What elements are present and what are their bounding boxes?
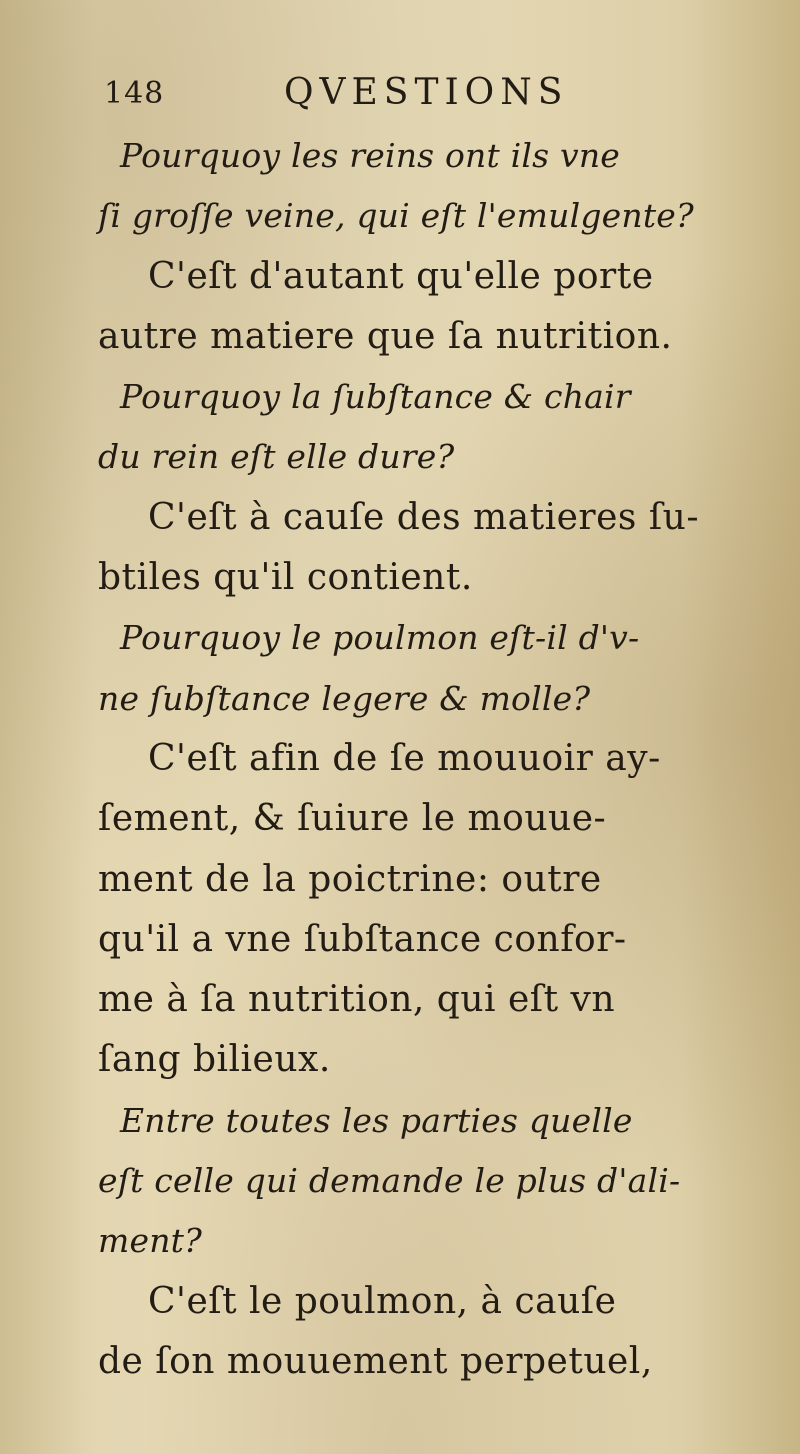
running-title: QVESTIONS <box>284 72 569 113</box>
text-line: du rein eſt elle dure? <box>98 437 455 477</box>
text-line: ſement, & ſuiure le mouue- <box>98 798 607 840</box>
question-paragraph <box>98 367 714 488</box>
text-line: qu'il a vne ſubſtance confor- <box>98 918 627 960</box>
text-line: ſang bilieux. <box>98 1039 331 1081</box>
text-line: me à ſa nutrition, qui eſt vn <box>98 979 616 1021</box>
question-paragraph <box>98 1091 714 1272</box>
text-line: ment? <box>98 1221 203 1261</box>
text-line: Pourquoy le poulmon eſt-il d'v- <box>120 618 640 658</box>
answer-paragraph <box>98 729 714 1091</box>
text-line: eſt celle qui demande le plus d'ali- <box>98 1161 681 1201</box>
answer-paragraph <box>98 247 714 368</box>
text-line: ment de la poictrine: outre <box>98 858 602 900</box>
text-line: C'eſt le poulmon, à cauſe <box>148 1280 617 1322</box>
running-head <box>104 72 704 122</box>
answer-paragraph <box>98 488 714 609</box>
text-line: C'eſt à cauſe des matieres ſu- <box>148 496 700 538</box>
text-line: C'eſt d'autant qu'elle porte <box>148 255 654 297</box>
text-line: autre matiere que ſa nutrition. <box>98 315 673 357</box>
text-line: Entre toutes les parties quelle <box>120 1100 633 1140</box>
text-line: ſi groſſe veine, qui eſt l'emulgente? <box>98 196 694 236</box>
text-line: Pourquoy les reins ont ils vne <box>120 136 621 175</box>
body-text <box>98 126 714 1392</box>
text-line: Pourquoy la ſubſtance & chair <box>120 377 631 417</box>
text-line: btiles qu'il contient. <box>98 557 473 599</box>
question-paragraph <box>98 608 714 729</box>
text-line: C'eſt afin de ſe mouuoir ay- <box>148 737 661 779</box>
text-line: ne ſubſtance legere & molle? <box>98 678 591 718</box>
answer-paragraph <box>98 1272 714 1393</box>
question-paragraph <box>98 126 714 247</box>
page-number: 148 <box>104 76 165 111</box>
text-line: de ſon mouuement perpetuel, <box>98 1340 653 1382</box>
